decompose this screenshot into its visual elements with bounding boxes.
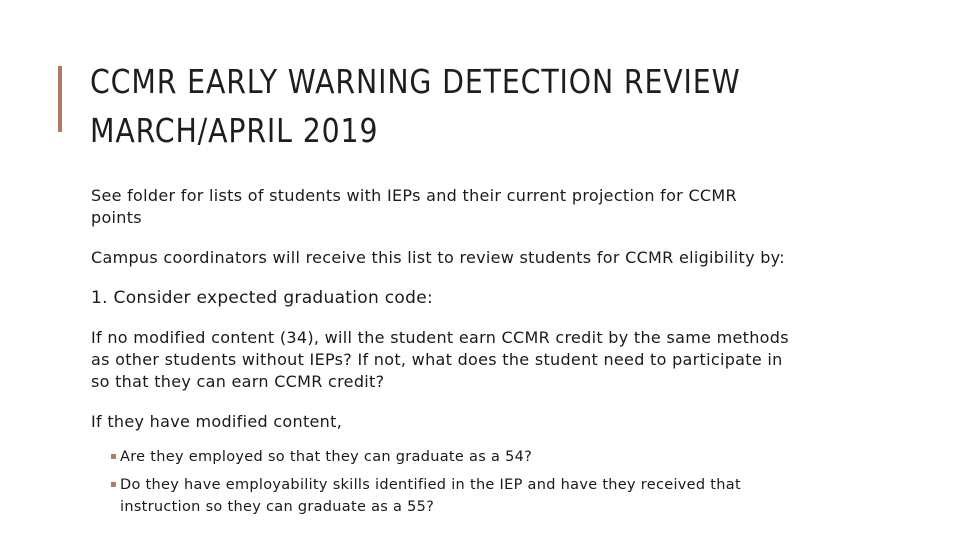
square-bullet-icon: ▪ xyxy=(110,451,118,462)
slide-title xyxy=(90,57,795,155)
bullet-item xyxy=(91,474,791,518)
title-accent-bar xyxy=(58,66,62,132)
paragraph-folder-info: See folder for lists of students with IEPs and their current projection for CCMR points xyxy=(91,186,737,227)
paragraph-coordinators: Campus coordinators will receive this list to review students for CCMR eligibility by: xyxy=(91,248,785,267)
bullet-item xyxy=(91,446,791,468)
slide-body xyxy=(91,185,791,524)
square-bullet-icon: ▪ xyxy=(110,479,118,490)
paragraph-modified-content: If they have modified content, xyxy=(91,412,343,431)
title-line-1: CCMR EARLY WARNING DETECTION REVIEW xyxy=(90,62,741,101)
bullet-text: Do they have employability skills identified in the IEP and have they received that instruction so they can graduate as a 55? xyxy=(120,477,741,515)
paragraph-no-modified-content: If no modified content (34), will the student earn CCMR credit by the same methods as other students without IEPs? If not, what does the student need to participate in so that they can earn CCMR credit? xyxy=(91,328,789,391)
bullet-text: Are they employed so that they can graduate as a 54? xyxy=(120,449,533,465)
title-line-2: MARCH/APRIL 2019 xyxy=(90,111,379,150)
numbered-item-1: 1. Consider expected graduation code: xyxy=(91,288,434,308)
bullet-list xyxy=(91,446,791,518)
